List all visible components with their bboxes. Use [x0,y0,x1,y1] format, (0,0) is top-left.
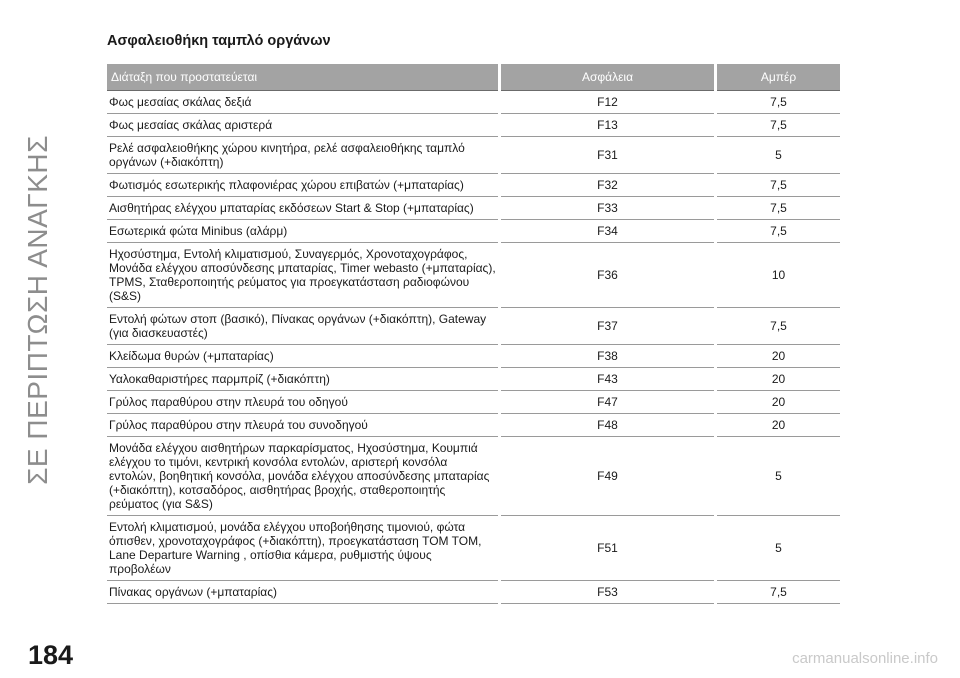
table-row [107,114,840,137]
watermark-footer: carmanualsonline.info [792,650,938,667]
row-fuse: F38 [500,345,716,368]
row-fuse: F43 [500,368,716,391]
row-ampere: 7,5 [716,174,841,197]
row-ampere: 7,5 [716,220,841,243]
row-description: Ρελέ ασφαλειοθήκης χώρου κινητήρα, ρελέ ασφαλειοθήκης ταμπλό οργάνων (+διακόπτη) [107,137,500,174]
row-ampere: 5 [716,137,841,174]
row-ampere: 5 [716,437,841,516]
row-ampere: 20 [716,391,841,414]
row-ampere: 10 [716,243,841,308]
row-fuse: F47 [500,391,716,414]
row-description: Φως μεσαίας σκάλας αριστερά [107,114,500,137]
table-row [107,308,840,345]
table-row [107,197,840,220]
row-fuse: F13 [500,114,716,137]
fuse-table-body [107,91,840,604]
row-ampere: 7,5 [716,114,841,137]
table-row [107,243,840,308]
header-protected-device: Διάταξη που προστατεύεται [107,64,500,91]
fuse-table [107,64,840,604]
table-row [107,581,840,604]
row-description: Ηχοσύστημα, Εντολή κλιματισμού, Συναγερμός, Χρονοταχογράφος, Μονάδα ελέγχου αποσύνδεσης μπαταρίας, Timer webasto (+μπαταρίας), TPMS, Σταθεροποιητής ρεύματος για προεγκατάσταση ραδιοφώνου (S&S) [107,243,500,308]
table-header-row [107,64,840,91]
table-row [107,391,840,414]
row-fuse: F49 [500,437,716,516]
table-row [107,437,840,516]
row-description: Γρύλος παραθύρου στην πλευρά του οδηγού [107,391,500,414]
row-fuse: F53 [500,581,716,604]
row-ampere: 5 [716,516,841,581]
page-number: 184 [28,640,74,670]
row-description: Φωτισμός εσωτερικής πλαφονιέρας χώρου επιβατών (+μπαταρίας) [107,174,500,197]
page-title: Ασφαλειοθήκη ταμπλό οργάνων [107,33,331,49]
row-description: Κλείδωμα θυρών (+μπαταρίας) [107,345,500,368]
row-ampere: 20 [716,368,841,391]
row-description: Εντολή κλιματισμού, μονάδα ελέγχου υποβοήθησης τιμονιού, φώτα όπισθεν, χρονοταχογράφος (+διακόπτη), προεγκατάσταση TOM TOM, Lane Departure Warning , οπίσθια κάμερα, ρυθμιστής ύψους προβολέων [107,516,500,581]
table-row [107,137,840,174]
table-row [107,345,840,368]
row-ampere: 20 [716,345,841,368]
row-ampere: 7,5 [716,308,841,345]
row-description: Εσωτερικά φώτα Minibus (αλάρμ) [107,220,500,243]
table-row [107,516,840,581]
row-description: Αισθητήρας ελέγχου μπαταρίας εκδόσεων Start & Stop (+μπαταρίας) [107,197,500,220]
row-ampere: 7,5 [716,197,841,220]
row-fuse: F34 [500,220,716,243]
row-description: Εντολή φώτων στοπ (βασικό), Πίνακας οργάνων (+διακόπτη), Gateway (για διασκευαστές) [107,308,500,345]
row-ampere: 7,5 [716,581,841,604]
row-fuse: F36 [500,243,716,308]
row-description: Υαλοκαθαριστήρες παρμπρίζ (+διακόπτη) [107,368,500,391]
row-fuse: F31 [500,137,716,174]
row-fuse: F48 [500,414,716,437]
table-row [107,91,840,114]
table-row [107,368,840,391]
table-row [107,174,840,197]
row-fuse: F12 [500,91,716,114]
row-description: Μονάδα ελέγχου αισθητήρων παρκαρίσματος, Ηχοσύστημα, Κουμπιά ελέγχου το τιμόνι, κεντρική κονσόλα εντολών, αριστερή κονσόλα εντολών, βοηθητική κονσόλα, μονάδα ελέγχου αποσύνδεσης μπαταρίας (+διακόπτη), κοτσαδόρος, αισθητήρας βροχής, σταθεροποιητής ρεύματος (για S&S) [107,437,500,516]
table-row [107,414,840,437]
row-description: Φως μεσαίας σκάλας δεξιά [107,91,500,114]
header-fuse: Ασφάλεια [500,64,716,91]
row-ampere: 20 [716,414,841,437]
row-ampere: 7,5 [716,91,841,114]
row-description: Γρύλος παραθύρου στην πλευρά του συνοδηγού [107,414,500,437]
row-fuse: F51 [500,516,716,581]
header-ampere: Αμπέρ [716,64,841,91]
row-fuse: F37 [500,308,716,345]
table-row [107,220,840,243]
side-section-title-text: ΣΕ ΠΕΡΙΠΤΩΣΗ ΑΝΑΓΚΗΣ [22,135,53,485]
row-fuse: F33 [500,197,716,220]
row-description: Πίνακας οργάνων (+μπαταρίας) [107,581,500,604]
row-fuse: F32 [500,174,716,197]
